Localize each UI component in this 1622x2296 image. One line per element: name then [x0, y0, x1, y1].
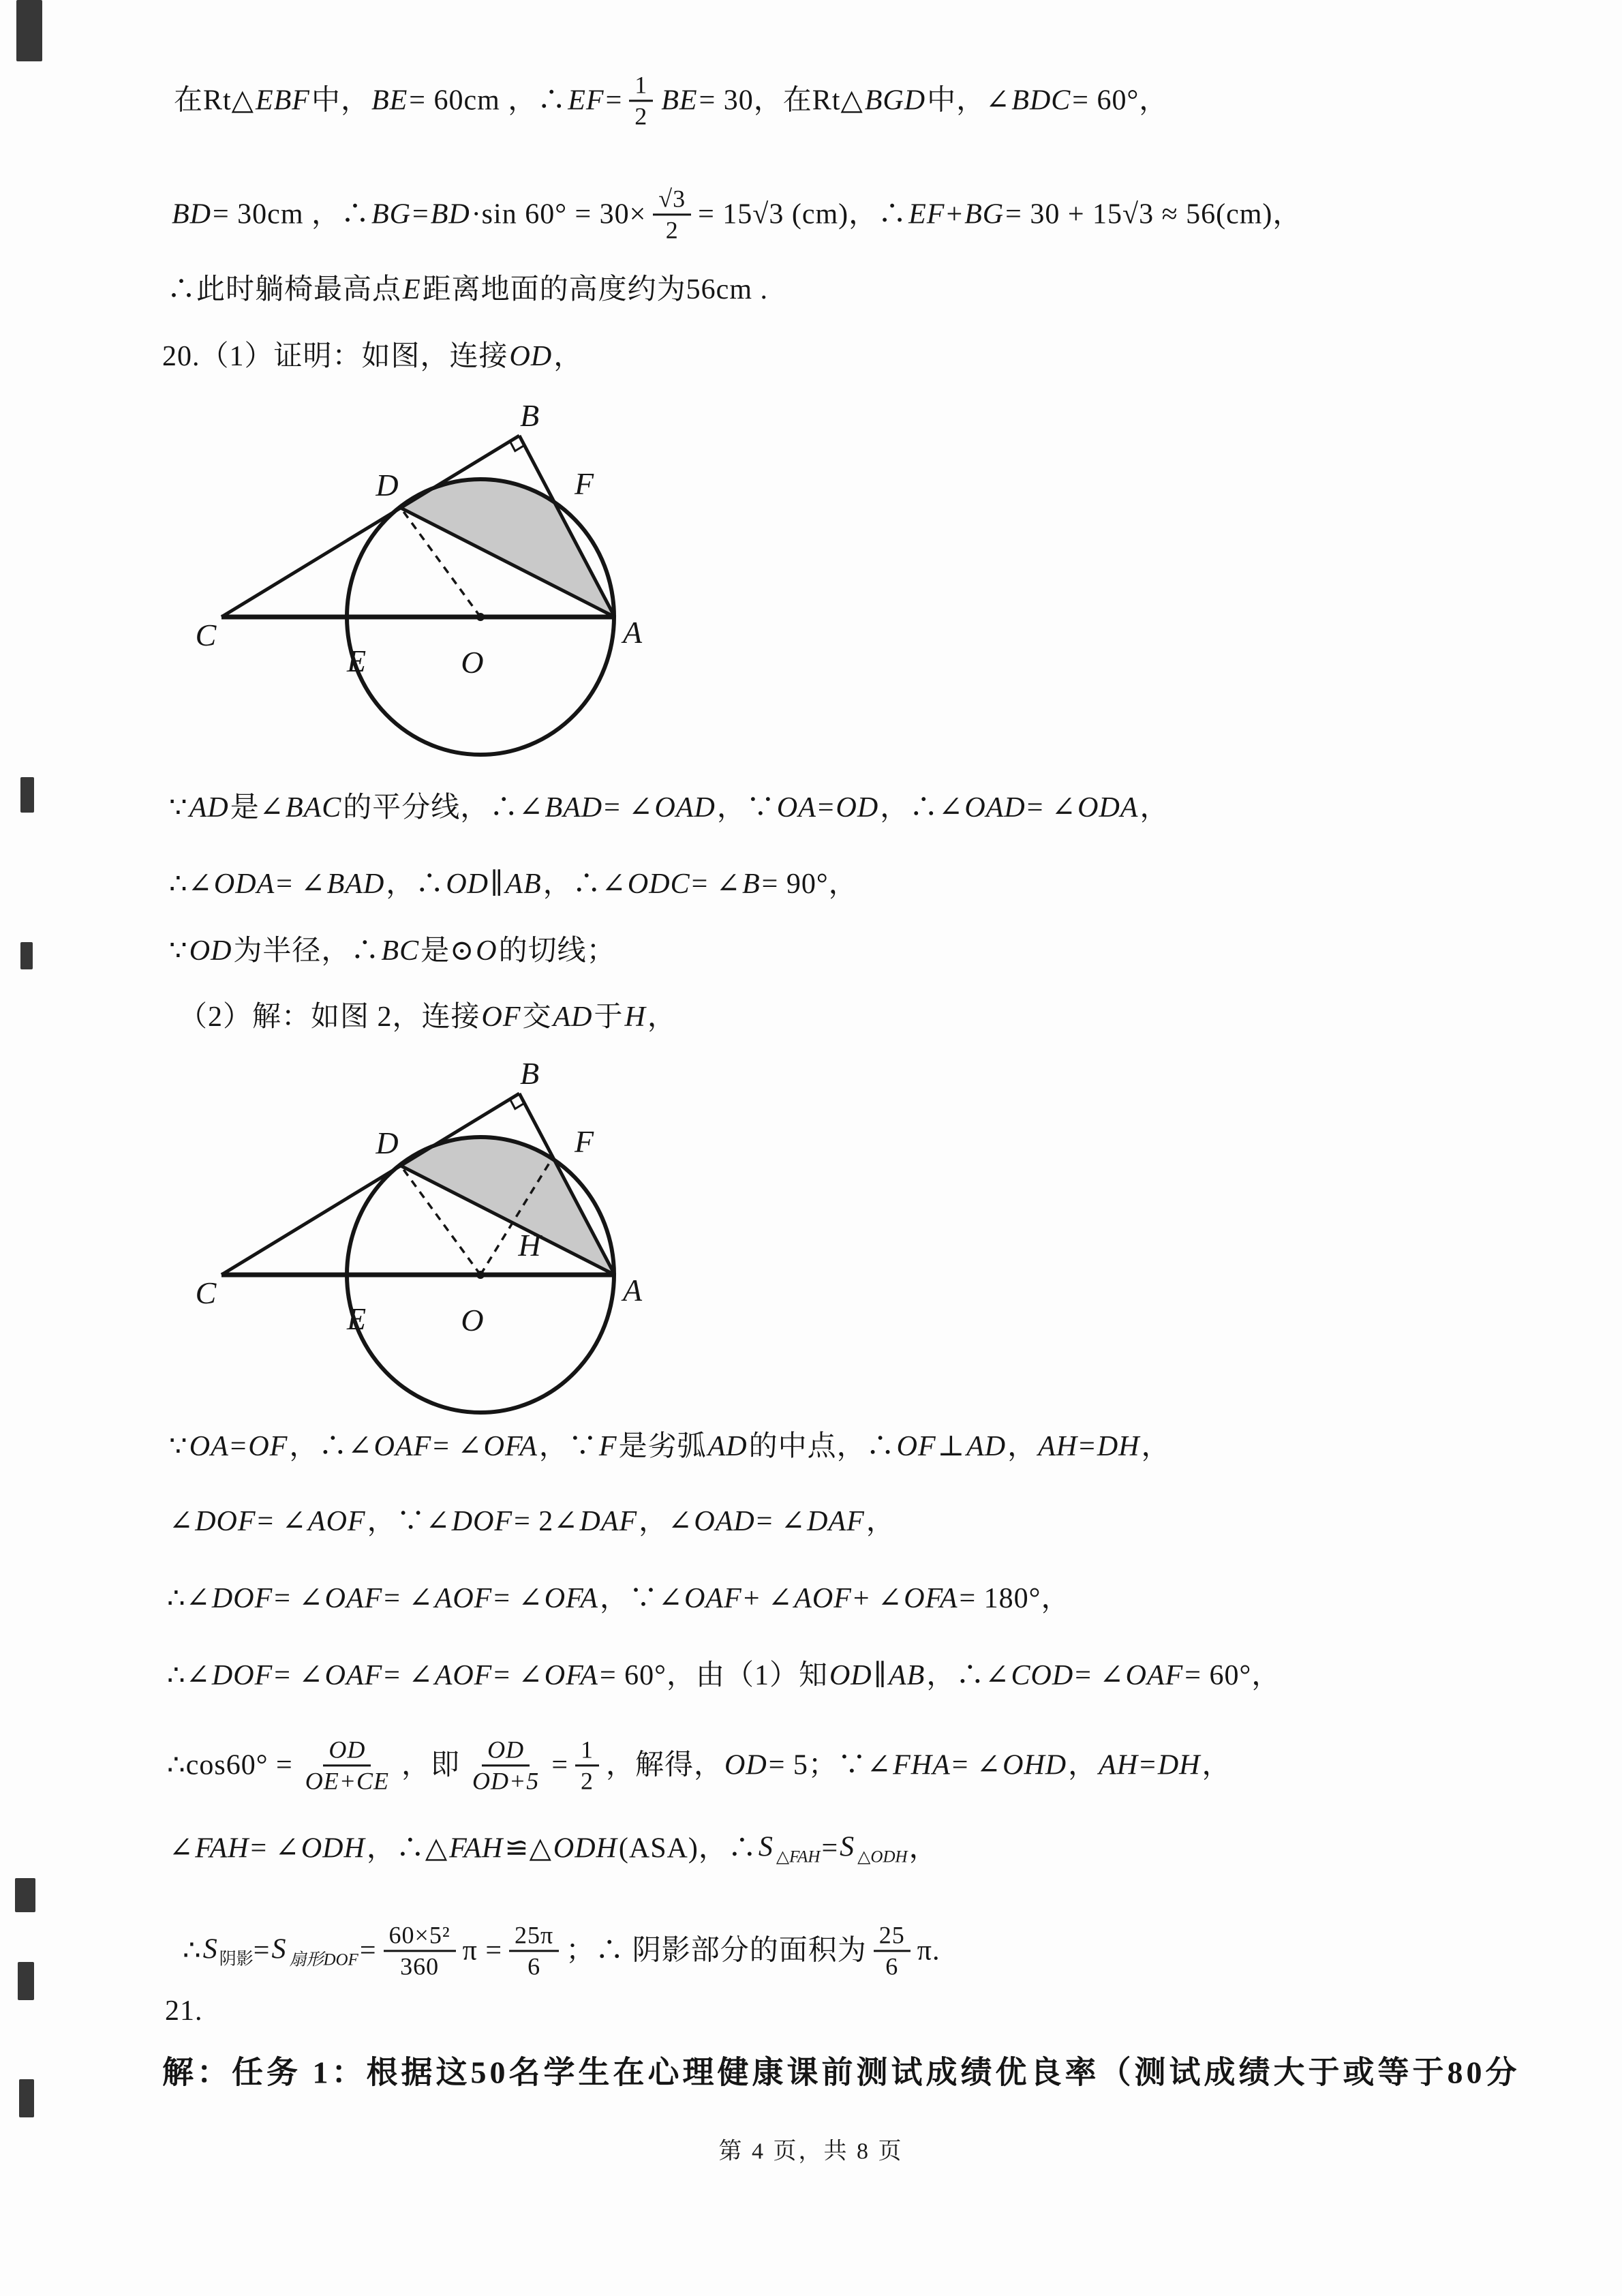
math-line: ∵ OD 为半径，∴ BC 是⊙ O 的切线；: [169, 935, 616, 967]
label-F: F: [574, 466, 594, 501]
math-line: （2）解：如图 2，连接 OF 交 AD 于 H ，: [179, 1001, 677, 1033]
center-dot: [476, 1271, 485, 1279]
math-line: ∴cos60° = $\frac{OD}{OE+CE}$ ，即 $\frac{OD}{OD+5}$ = $\frac{1}{2}$ ，解得， OD = 5；∵∠ FHA = ∠ OHD ， AH = DH ，: [167, 1736, 1231, 1795]
math-line: ∴∠ DOF = ∠ OAF = ∠ AOF = ∠ OFA = 60°，由（1）知 OD ∥ AB ，∴∠ COD = ∠ OAF = 60°，: [167, 1659, 1281, 1691]
math-line: BD = 30cm ，∴ BG = BD ·sin 60° = 30× $\frac{√3}{2}$ = 15√3 (cm)，∴ EF + BG = 30 + 15√3 ≈ 56(cm)，: [172, 185, 1302, 244]
math-line: ∵ OA = OF ，∴∠ OAF = ∠ OFA ，∵ F 是劣弧 AD 的中点，∴ OF ⊥ AD ， AH = DH ，: [169, 1430, 1171, 1462]
page-number: 第 4 页，共 8 页: [718, 2139, 904, 2164]
label-F: F: [574, 1124, 594, 1159]
math-line: 在Rt△ EBF 中， BE = 60cm ，∴ EF = $\frac{1}{2}$ BE = 30，在Rt△ BGD 中，∠ BDC = 60°，: [174, 71, 1169, 130]
scan-artifact: [18, 1962, 34, 2000]
math-line: ∠ DOF = ∠ AOF ，∵∠ DOF = 2∠ DAF ，∠ OAD = ∠ DAF ，: [169, 1505, 896, 1537]
math-line: ∴∠ ODA = ∠ BAD ，∴ OD ∥ AB ，∴∠ ODC = ∠ B = 90°，: [169, 868, 858, 900]
math-line: ∠ FAH = ∠ ODH ，∴△ FAH ≌△ ODH (ASA)，∴ S $_{\triangle FAH}$ = S $_{\triangle ODH}$ ，: [169, 1831, 938, 1867]
label-A: A: [622, 1273, 643, 1308]
label-C: C: [195, 1275, 217, 1310]
figure-2: [191, 1050, 668, 1432]
label-C: C: [195, 618, 217, 652]
math-line: 解：任务 1：根据这50名学生在心理健康课前测试成绩优良率（测试成绩大于或等于80分: [162, 2055, 1520, 2090]
scan-artifact: [20, 942, 33, 969]
label-B: B: [519, 1056, 540, 1091]
label-E: E: [346, 644, 367, 678]
label-H: H: [518, 1228, 541, 1263]
label-A: A: [622, 615, 643, 650]
label-D: D: [376, 1126, 399, 1160]
scan-artifact: [15, 1878, 35, 1912]
math-line: ∵ AD 是∠ BAC 的平分线，∴∠ BAD = ∠ OAD ，∵ OA = OD ，∴∠ OAD = ∠ ODA ，: [169, 791, 1169, 824]
math-line: 20.（1）证明：如图，连接 OD ，: [162, 340, 583, 372]
label-E: E: [346, 1301, 367, 1336]
math-line: 21.: [165, 1995, 203, 2027]
math-line: ∴此时躺椅最高点 E 距离地面的高度约为56cm .: [167, 273, 768, 305]
label-B: B: [519, 398, 540, 433]
label-O: O: [461, 645, 484, 680]
math-line: ∴ $S_{阴影}$ = S $_{扇形DOF}$ = $\frac{\text{60×5²}}{360}$ π = $\frac{25\pi}{6}$ ；∴ 阴影部分的面积为 $\frac{25}{6}$ π.: [183, 1921, 940, 1980]
label-O: O: [461, 1303, 484, 1338]
math-line: ∴∠ DOF = ∠ OAF = ∠ AOF = ∠ OFA ，∵∠ OAF + ∠ AOF + ∠ OFA = 180°，: [167, 1582, 1071, 1614]
scan-artifact: [16, 0, 42, 61]
scan-artifact: [19, 2079, 34, 2117]
label-D: D: [376, 468, 399, 502]
scan-artifact: [20, 777, 34, 813]
figure-1: [191, 392, 668, 774]
center-dot: [476, 613, 485, 621]
